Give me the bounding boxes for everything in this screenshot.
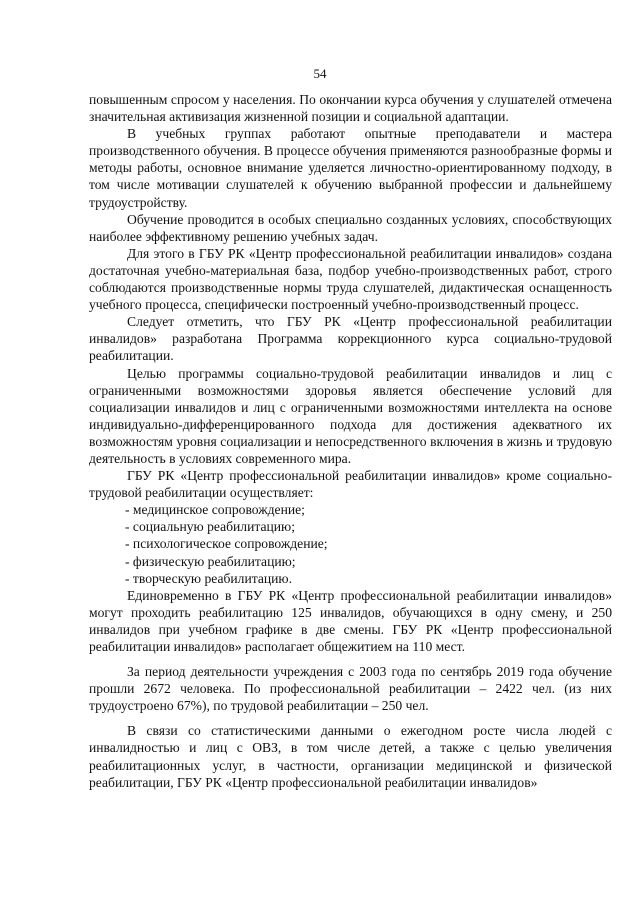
list-item: - медицинское сопровождение; — [125, 502, 305, 518]
paragraph: За период деятельности учреждения с 2003 года по сентябрь 2019 года обучение прошли 2672 человека. По профессиональной реабилитации – 2422 чел. (из них трудоустроено 67%), по трудовой реабилитации – 250 чел. — [89, 664, 612, 714]
paragraph: Обучение проводится в особых специально созданных условиях, способствующих наиболее эффективному решению учебных задач. — [89, 211, 612, 244]
paragraph: В учебных группах работают опытные преподаватели и мастера производственного обучения. В процессе обучения применяются разнообразные формы и методы работы, основное внимание уделяется личностно-ориентированному подходу, в том числе мотивации слушателей к обучению выбранной профессии и дальнейшему трудоустройству. — [89, 126, 612, 210]
page-number: 54 — [313, 66, 327, 81]
paragraph: Следует отметить, что ГБУ РК «Центр профессиональной реабилитации инвалидов» разработана Программа коррекционного курса социально-трудовой реабилитации. — [89, 314, 612, 364]
paragraph-continued: повышенным спросом у населения. По окончании курса обучения у слушателей отмечена значительная активизация жизненной позиции и социальной адаптации. — [89, 92, 612, 125]
paragraph: Единовременно в ГБУ РК «Центр профессиональной реабилитации инвалидов» могут проходить реабилитацию 125 инвалидов, обучающихся в одну смену, и 250 инвалидов при учебном графике в две смены. ГБУ РК «Центр профессиональной реабилитации инвалидов» располагает общежитием на 110 мест. — [89, 587, 612, 654]
paragraph: Целью программы социально-трудовой реабилитации инвалидов и лиц с ограниченными возможностями здоровья является обеспечение условий для социализации инвалидов и лиц с ограниченными возможностями интеллекта на основе индивидуально-дифференцированного подхода для достижения адекватного их возможностям уровня социализации и непосредственного включения в жизнь и трудовую деятельность в условиях современного мира. — [89, 365, 612, 466]
list-item: - социальную реабилитацию; — [125, 519, 295, 535]
list-item: - психологическое сопровождение; — [125, 536, 328, 552]
document-body — [89, 91, 612, 791]
list-item: - творческую реабилитацию. — [125, 570, 292, 586]
paragraph: В связи со статистическими данными о ежегодном росте числа людей с инвалидностью и лиц с ОВЗ, в том числе детей, а также с целью увеличения реабилитационных услуг, в частности, организации медицинской и физической реабилитации, ГБУ РК «Центр профессиональной реабилитации инвалидов» — [89, 723, 612, 790]
paragraph: Для этого в ГБУ РК «Центр профессиональной реабилитации инвалидов» создана достаточная учебно-материальная база, подбор учебно-производственных работ, строго соблюдаются производственные нормы труда слушателей, дидактическая оснащенность учебного процесса, специфически построенный учебно-производственный процесс. — [89, 245, 612, 313]
paragraph: ГБУ РК «Центр профессиональной реабилитации инвалидов» кроме социально-трудовой реабилитации осуществляет: — [89, 468, 612, 501]
services-list — [89, 501, 612, 586]
list-item: - физическую реабилитацию; — [125, 553, 296, 569]
